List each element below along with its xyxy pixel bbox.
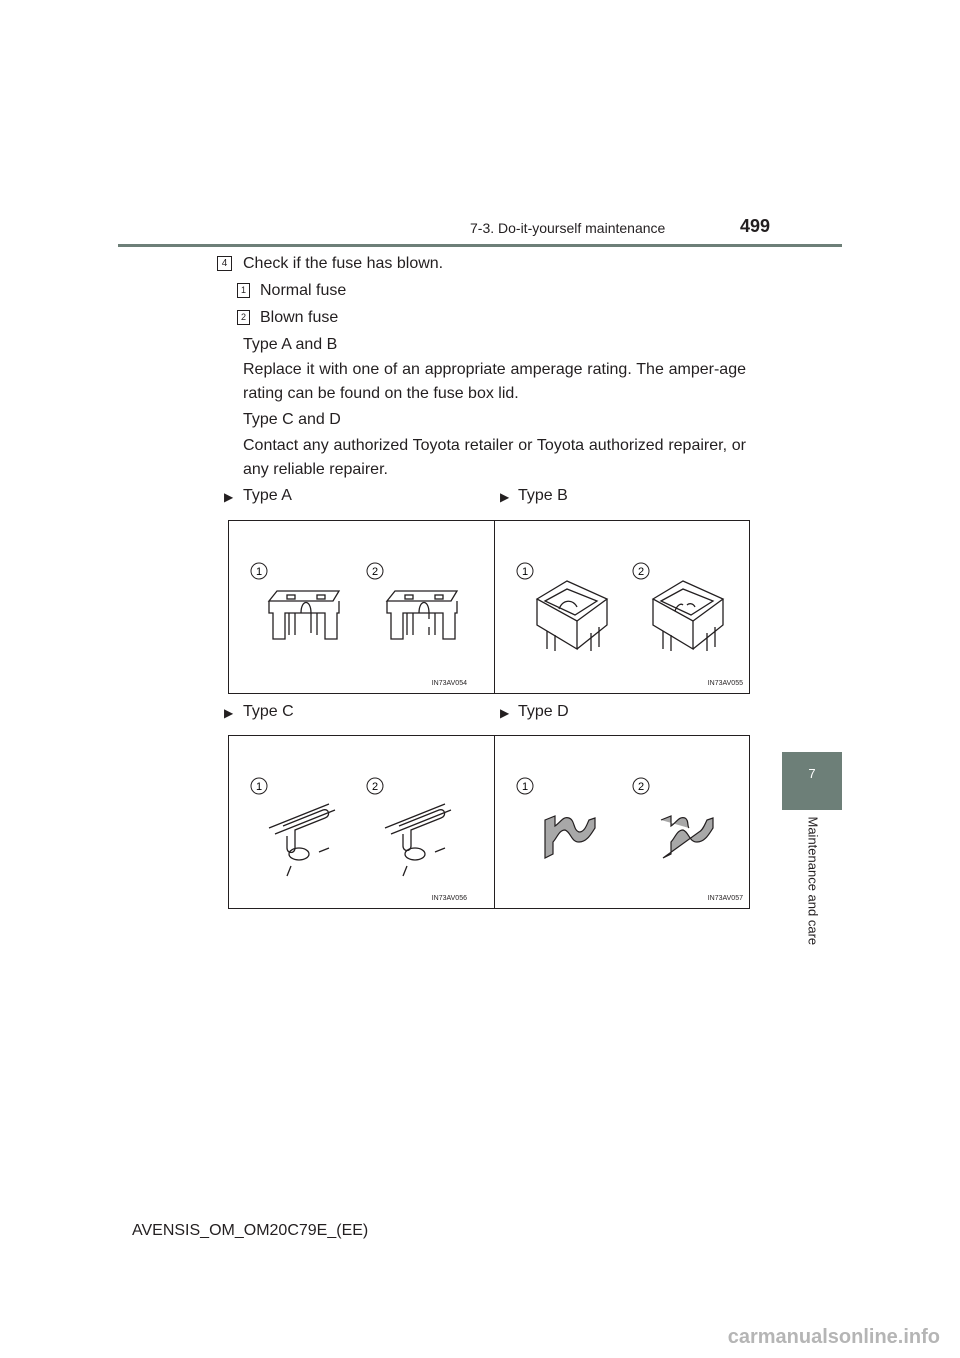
chapter-number: 7 — [808, 766, 816, 781]
figure-caption-type-d: Type D — [518, 703, 569, 720]
item-label-blown-fuse: Blown fuse — [260, 309, 339, 326]
figure-code: IN73AV057 — [707, 895, 743, 902]
figure-type-c — [228, 735, 496, 909]
fuse-type-a-illustration — [229, 521, 497, 695]
item-label-normal-fuse: Normal fuse — [260, 282, 347, 299]
triangle-bullet-icon: ▶ — [224, 490, 234, 504]
triangle-bullet-icon: ▶ — [500, 490, 510, 504]
figure-caption-type-b: Type B — [518, 487, 568, 504]
marker-1: 1 — [255, 566, 263, 578]
watermark: carmanualsonline.info — [727, 1326, 940, 1348]
figure-type-a — [228, 520, 496, 694]
document-code: AVENSIS_OM_OM20C79E_(EE) — [132, 1222, 369, 1239]
figure-code: IN73AV054 — [431, 680, 467, 687]
section-title: 7-3. Do-it-yourself maintenance — [470, 220, 666, 236]
figure-code: IN73AV055 — [707, 680, 743, 687]
fuse-type-c-illustration — [229, 736, 497, 910]
step-number-box: 4 — [217, 256, 232, 271]
figure-type-d — [494, 735, 750, 909]
marker-2: 2 — [371, 781, 379, 793]
figure-caption-type-c: Type C — [243, 703, 294, 720]
marker-1: 1 — [521, 781, 529, 793]
figure-code: IN73AV056 — [431, 895, 467, 902]
triangle-bullet-icon: ▶ — [224, 706, 234, 720]
fuse-type-d-illustration — [495, 736, 751, 910]
type-ab-heading: Type A and B — [243, 336, 338, 353]
chapter-tab — [782, 752, 842, 810]
type-cd-text: Contact any authorized Toyota retailer or Toyota authorized repairer, or any reliable repairer. — [243, 437, 746, 478]
marker-1: 1 — [255, 781, 263, 793]
marker-1: 1 — [521, 566, 529, 578]
item-number-2: 2 — [237, 310, 250, 325]
figure-caption-type-a: Type A — [243, 487, 292, 504]
marker-2: 2 — [371, 566, 379, 578]
chapter-label — [802, 816, 822, 970]
figure-type-b — [494, 520, 750, 694]
type-cd-heading: Type C and D — [243, 411, 341, 428]
header-divider — [118, 244, 842, 247]
marker-2: 2 — [637, 781, 645, 793]
chapter-label-text: Maintenance and care — [805, 816, 821, 946]
triangle-bullet-icon: ▶ — [500, 706, 510, 720]
item-number-1: 1 — [237, 283, 250, 298]
page-number: 499 — [740, 216, 771, 236]
type-ab-text: Replace it with one of an appropriate amperage rating. The amper-age rating can be found on the fuse box lid. — [243, 361, 746, 402]
fuse-type-b-illustration — [495, 521, 751, 695]
marker-2: 2 — [637, 566, 645, 578]
step-title: Check if the fuse has blown. — [243, 255, 444, 272]
